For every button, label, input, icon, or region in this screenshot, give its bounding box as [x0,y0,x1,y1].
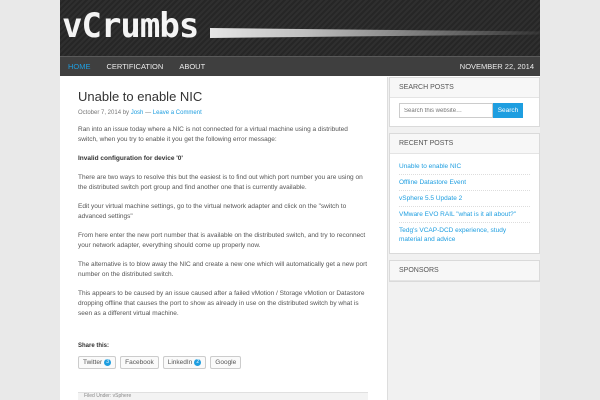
site-header [60,0,540,56]
post-error-message: Invalid configuration for device '0' [78,155,183,162]
share-google-button[interactable] [210,356,241,369]
page-wrapper [60,0,540,400]
post-body [78,125,369,319]
google-label: Google [215,359,237,366]
recent-post-link[interactable]: Offline Datastore Event [399,175,530,191]
recent-post-link[interactable]: Tedg's VCAP-DCD experience, study material and advice [399,227,507,243]
recent-posts-title: RECENT POSTS [390,134,539,154]
search-widget [389,77,540,127]
sidebar [387,77,540,400]
meta-separator: — [145,110,152,116]
share-twitter-button[interactable] [78,356,116,369]
post-title[interactable]: Unable to enable NIC [78,89,203,104]
recent-posts-widget [389,133,540,254]
share-title: Share this: [78,343,110,349]
recent-posts-list [390,154,539,253]
sponsors-title: SPONSORS [390,261,539,281]
twitter-label: Twitter [83,359,103,366]
sponsors-widget [389,260,540,282]
post-author-link[interactable]: Josh [130,110,144,116]
filed-under: Filed Under: vSphere [78,392,368,400]
search-form [390,98,539,126]
site-logo[interactable]: vCrumbs [62,6,199,46]
nav-date: NOVEMBER 22, 2014 [459,62,534,71]
recent-post-link[interactable]: Unable to enable NIC [399,159,530,175]
post-paragraph: From here enter the new port number that is available on the distributed switch, and try to reconnect your network adapter, everything should come up properly now. [78,232,366,249]
recent-post-link[interactable]: vSphere 5.5 Update 2 [399,191,530,207]
share-facebook-button[interactable] [120,356,159,369]
linkedin-label: LinkedIn [167,359,193,366]
nav-home[interactable]: HOME [68,61,91,71]
post-content [60,77,387,400]
post-paragraph: Edit your virtual machine settings, go to the virtual network adapter and click on the "switch to advanced settings" [78,203,347,220]
linkedin-count: 2 [194,359,201,366]
facebook-label: Facebook [125,359,154,366]
post-meta [78,110,369,116]
post-paragraph: Ran into an issue today where a NIC is not connected for a virtual machine using a distributed switch, when you try to enable it you get the following error message: [78,126,348,143]
twitter-count: 3 [104,359,111,366]
post-date: October 7, 2014 [78,110,122,116]
logo-swoosh [210,28,540,38]
leave-comment-link[interactable]: Leave a Comment [152,110,202,116]
post-by: by [122,110,130,116]
share-linkedin-button[interactable] [163,356,207,369]
search-button[interactable]: Search [493,103,523,118]
search-input[interactable] [399,103,493,118]
main-nav [60,56,540,76]
post-paragraph: The alternative is to blow away the NIC and create a new one which will automatically get a new port number on the distributed switch. [78,261,368,278]
nav-certification[interactable]: CERTIFICATION [106,61,164,71]
post-paragraph: This appears to be caused by an issue caused after a failed vMotion / Storage vMotion or Datastore dropping offline that causes the port to show as already in use on the distributed switch by what is seen as a different virtual machine. [78,290,365,317]
nav-about[interactable]: ABOUT [179,61,206,71]
share-buttons [78,356,369,369]
post-paragraph: There are two ways to resolve this but the easiest is to find out which port number you are using on the distributed switch port group and find another one that is currently available. [78,174,363,191]
search-widget-title: SEARCH POSTS [390,78,539,98]
recent-post-link[interactable]: VMware EVO RAIL "what is it all about?" [399,207,530,223]
